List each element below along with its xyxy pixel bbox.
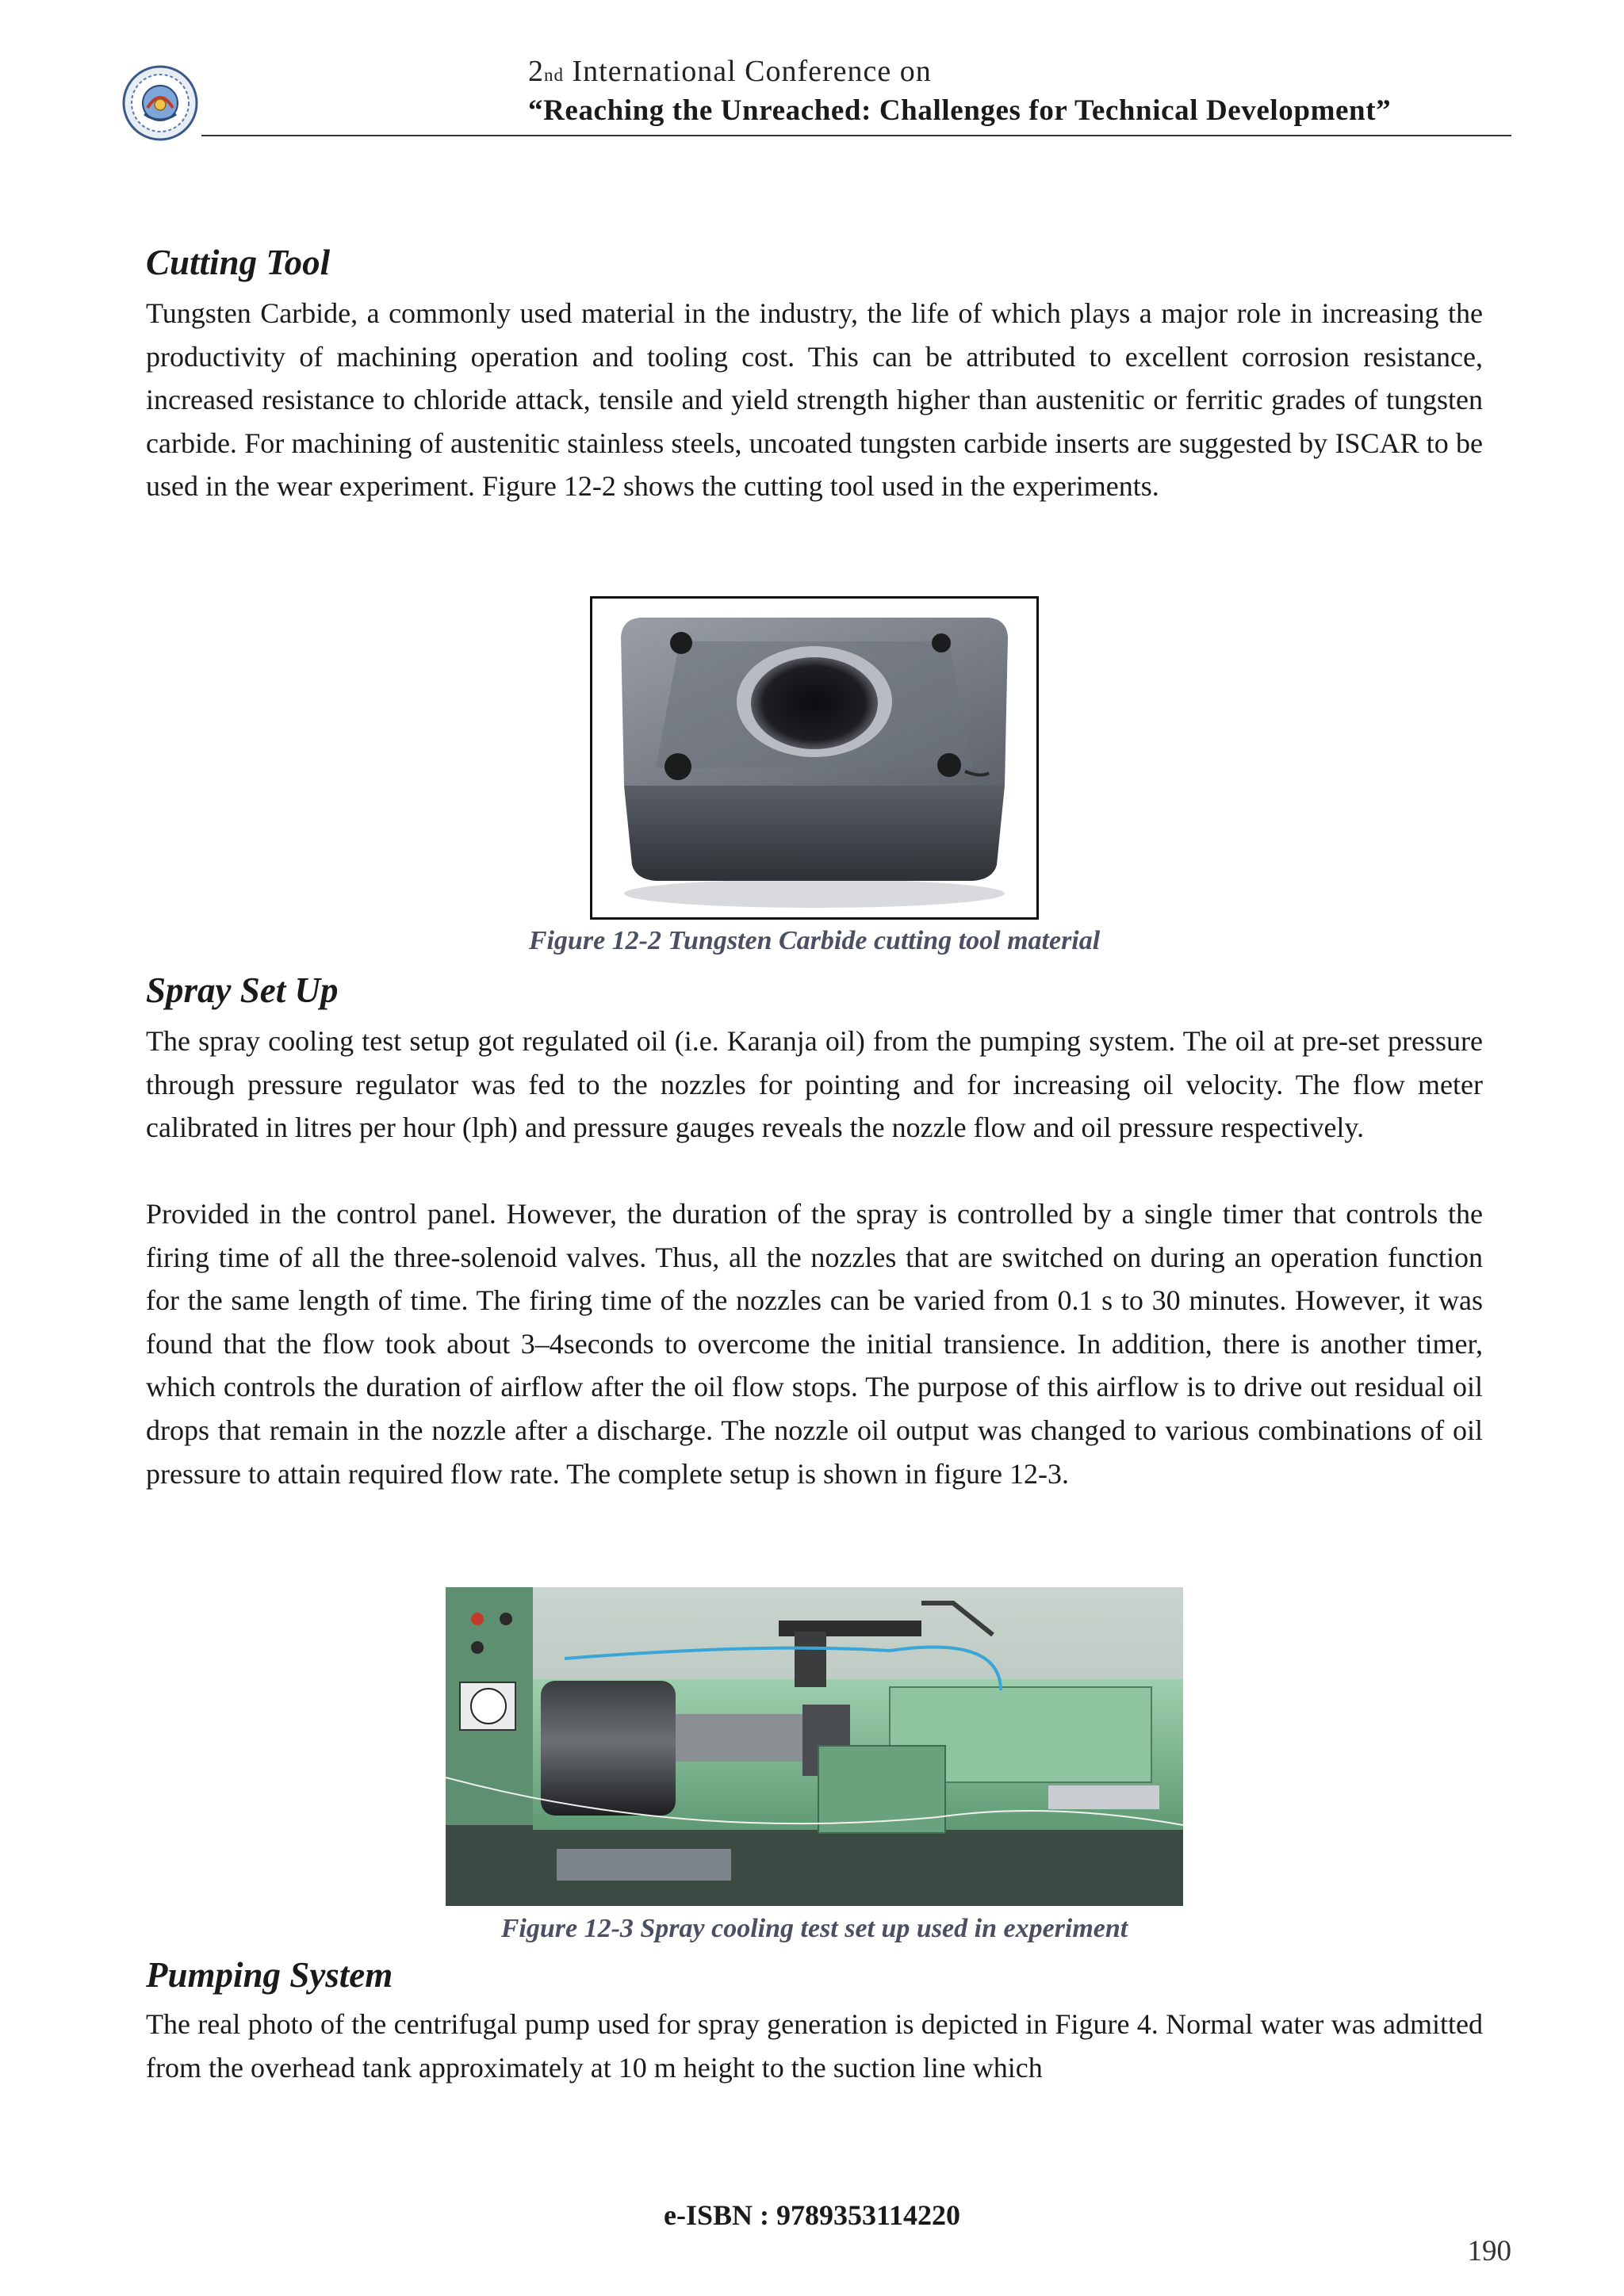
figure-caption-12-3: Figure 12-3 Spray cooling test set up used in experiment [500,1914,1128,1943]
paragraph-spray-setup-2: Provided in the control panel. However, the duration of the spray is controlled by a single timer that controls the firing time of all the three-solenoid valves. Thus, all the nozzles that are switched on during an operation function for the same length of time. The firing time of the nozzles can be varied from 0.1 s to 30 minutes. However, it was found that the flow took about 3–4seconds to overcome the initial transience. In addition, there is another timer, which controls the duration of airflow after the oil flow stops. The purpose of this airflow is to drive out residual oil drops that remain in the nozzle after a discharge. The nozzle oil output was changed to various combinations of oil pressure to attain required flow rate. The complete setup is shown in figure 12-3. [146,1198,1483,1490]
paragraph-pumping-system: The real photo of the centrifugal pump used for spray generation is depicted in Figure 4. Normal water was admitted from the overhead tank approximately at 10 m height to the suction line which [146,2008,1483,2084]
conference-logo [121,63,200,143]
section-heading-spray-set-up: Spray Set Up [146,970,339,1010]
paragraph-spray-setup-1: The spray cooling test setup got regulated oil (i.e. Karanja oil) from the pumping system. The oil at pre-set pressure through pressure regulator was fed to the nozzles for pointing and for increasing oil velocity. The flow meter calibrated in litres per hour (lph) and pressure gauges reveals the nozzle flow and oil pressure respectively. [146,1025,1483,1144]
ordinal-number: 2 [528,55,544,88]
section-heading-cutting-tool: Cutting Tool [146,243,331,282]
figure-caption-12-2: Figure 12-2 Tungsten Carbide cutting tool material [528,926,1101,955]
figure-cutting-tool-photo [590,596,1039,920]
footer-isbn: e-ISBN : 9789353114220 [663,2199,960,2231]
conference-theme: “Reaching the Unreached: Challenges for Technical Development” [528,94,1392,127]
paragraph-cutting-tool: Tungsten Carbide, a commonly used material in the industry, the life of which plays a major role in increasing the productivity of machining operation and tooling cost. This can be attributed to excellent corrosion resistance, increased resistance to chloride attack, tensile and yield strength higher than austenitic or ferritic grades of tungsten carbide. For machining of austenitic stainless steels, uncoated tungsten carbide inserts are suggested by ISCAR to be used in the wear experiment. Figure 12-2 shows the cutting tool used in the experiments. [146,297,1483,503]
header-divider [201,135,1511,136]
conference-title-rest: International Conference on [564,55,932,88]
ordinal-suffix: nd [544,65,564,85]
page-number: 190 [1467,2235,1511,2267]
section-heading-pumping-system: Pumping System [146,1955,393,1995]
figure-spray-setup-photo [446,1587,1183,1906]
conference-title-line1 [528,54,932,93]
